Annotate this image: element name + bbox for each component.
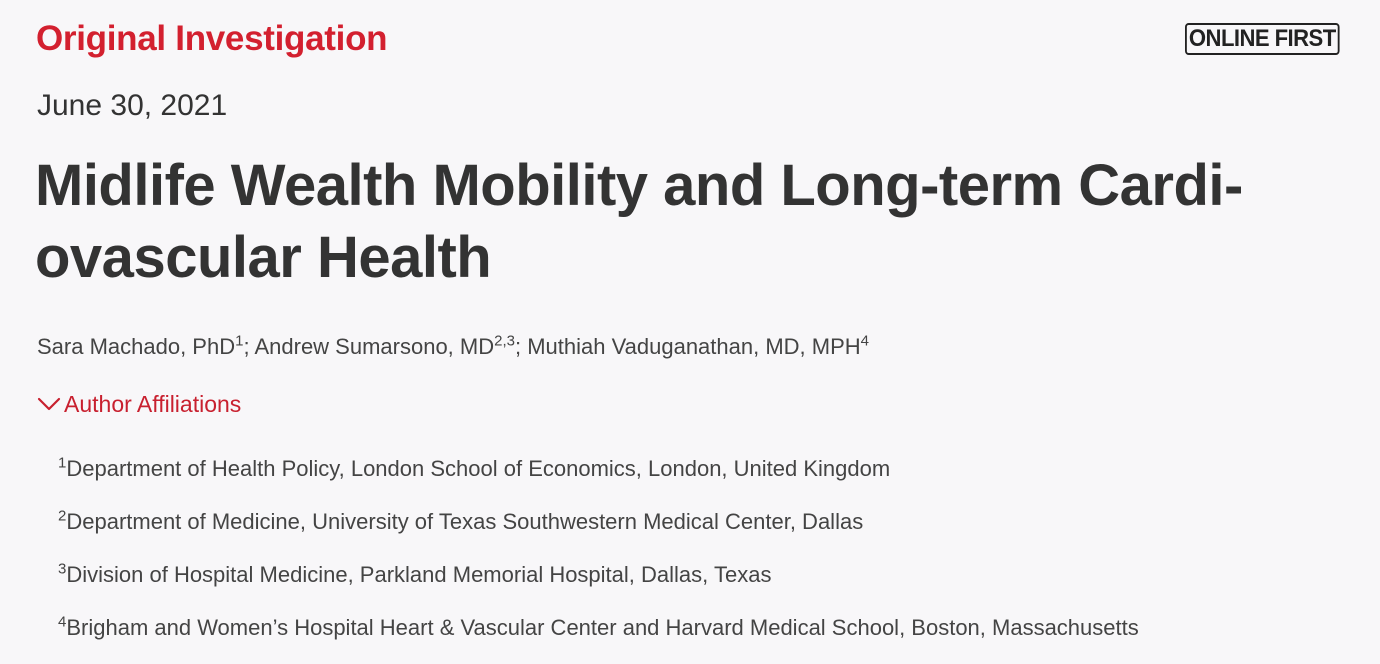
article-title [35, 150, 1355, 294]
article-title-line-2: ovascular Health [35, 225, 492, 290]
author-list [37, 330, 869, 364]
author-name[interactable]: Andrew Sumarsono, MD [254, 334, 495, 359]
author-affiliations-toggle[interactable] [36, 388, 241, 420]
affiliation-number: 1 [58, 454, 67, 472]
publication-date: June 30, 2021 [37, 89, 228, 122]
author-affiliations-label: Author Affiliations [64, 391, 242, 417]
online-first-badge: ONLINE FIRST [1185, 23, 1340, 55]
affiliations-list [58, 452, 1139, 664]
author-name[interactable]: Muthiah Vaduganathan, MD, MPH [527, 334, 861, 359]
author-affiliation-number: 1 [235, 332, 244, 350]
affiliation-item [58, 611, 1139, 664]
chevron-down-icon [36, 395, 62, 413]
affiliation-text: Division of Hospital Medicine, Parkland Memorial Hospital, Dallas, Texas [66, 562, 772, 587]
affiliation-number: 2 [58, 507, 67, 525]
author-name[interactable]: Sara Machado, PhD [37, 334, 236, 359]
author-affiliation-number: 4 [860, 332, 869, 350]
affiliation-item [58, 505, 1139, 558]
article-type-link[interactable]: Original Investigation [36, 19, 388, 58]
article-title-line-1: Midlife Wealth Mobility and Long-term Cardi- [35, 153, 1243, 218]
affiliation-number: 4 [58, 613, 67, 631]
author-separator: ; [243, 334, 255, 359]
author-affiliation-number: 2,3 [494, 332, 515, 350]
author-separator: ; [514, 334, 528, 359]
affiliation-item [58, 558, 1139, 611]
affiliation-text: Brigham and Women’s Hospital Heart & Vascular Center and Harvard Medical School, Boston, Massachusetts [66, 615, 1139, 640]
affiliation-item [58, 452, 1139, 505]
affiliation-number: 3 [58, 560, 67, 578]
affiliation-text: Department of Medicine, University of Texas Southwestern Medical Center, Dallas [66, 509, 864, 534]
affiliation-text: Department of Health Policy, London School of Economics, London, United Kingdom [66, 456, 891, 481]
